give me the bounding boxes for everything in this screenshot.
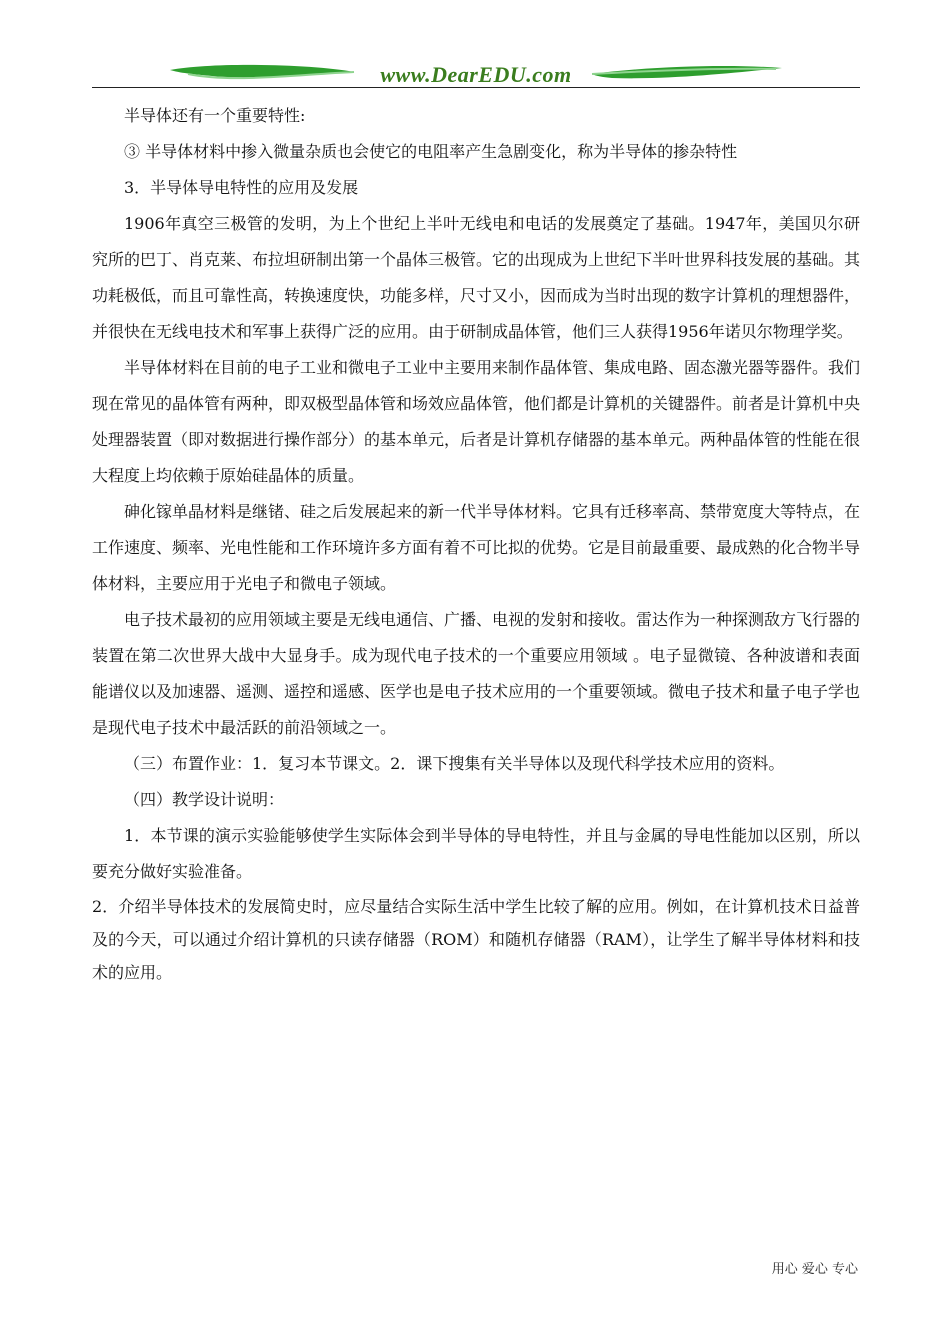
section-heading-applications: 3．半导体导电特性的应用及发展 — [124, 178, 359, 197]
paragraph-transistor-history: 1906年真空三极管的发明，为上个世纪上半叶无线电和电话的发展奠定了基础。1947年，美国贝尔研究所的巴丁、肖克莱、布拉坦研制出第一个晶体三极管。它的出现成为上世纪下半叶世界科技发展的基础。其功耗极低，而且可靠性高，转换速度快，功能多样，尺寸又小，因而成为当时出现的数字计算机的理想器件，并很快在无线电技术和军事上获得广泛的应用。由于研制成晶体管，他们三人获得1956年诺贝尔物理学奖。 — [92, 214, 861, 341]
paragraph-semiconductor-devices: 半导体材料在目前的电子工业和微电子工业中主要用来制作晶体管、集成电路、固态激光器等器件。我们现在常见的晶体管有两种，即双极型晶体管和场效应晶体管，他们都是计算机的关键器件。前者是计算机中央处理器装置（即对数据进行操作部分）的基本单元，后者是计算机存储器的基本单元。两种晶体管的性能在很大程度上均依赖于原始硅晶体的质量。 — [92, 358, 861, 485]
paragraph-homework: （三）布置作业：1．复习本节课文。2．课下搜集有关半导体以及现代科学技术应用的资料。 — [124, 754, 785, 773]
page-footer: 用心 爱心 专心 — [771, 1262, 858, 1277]
header-divider — [92, 87, 860, 88]
site-logo-text[interactable]: www.DearEDU.com — [380, 62, 572, 87]
paragraph-intro: 半导体还有一个重要特性: — [124, 106, 306, 125]
site-header — [92, 58, 860, 90]
document-body — [92, 98, 860, 989]
paragraph-electronics-fields: 电子技术最初的应用领域主要是无线电通信、广播、电视的发射和接收。雷达作为一种探测敌方飞行器的装置在第二次世界大战中大显身手。成为现代电子技术的一个重要应用领域 。电子显微镜、各种波谱和表面能谱仪以及加速器、遥测、遥控和遥感、医学也是电子技术应用的一个重要领域。微电子技术和量子电子学也是现代电子技术中最活跃的前沿领域之一。 — [92, 610, 861, 737]
paragraph-gaas: 砷化镓单晶材料是继锗、硅之后发展起来的新一代半导体材料。它具有迁移率高、禁带宽度大等特点，在工作速度、频率、光电性能和工作环境许多方面有着不可比拟的优势。它是目前最重要、最成熟的化合物半导体材料，主要应用于光电子和微电子领域。 — [92, 502, 861, 593]
paragraph-doping-property: ③ 半导体材料中掺入微量杂质也会使它的电阻率产生急剧变化，称为半导体的掺杂特性 — [124, 142, 738, 161]
section-heading-design-notes: （四）教学设计说明： — [124, 790, 285, 809]
paragraph-note-2: 2．介绍半导体技术的发展简史时，应尽量结合实际生活中学生比较了解的应用。例如，在计算机技术日益普及的今天，可以通过介绍计算机的只读存储器（ROM）和随机存储器（RAM），让学生了解半导体材料和技术的应用。 — [92, 897, 860, 982]
paragraph-note-1: 1．本节课的演示实验能够使学生实际体会到半导体的导电特性，并且与金属的导电性能加以区别，所以要充分做好实验准备。 — [92, 826, 860, 881]
